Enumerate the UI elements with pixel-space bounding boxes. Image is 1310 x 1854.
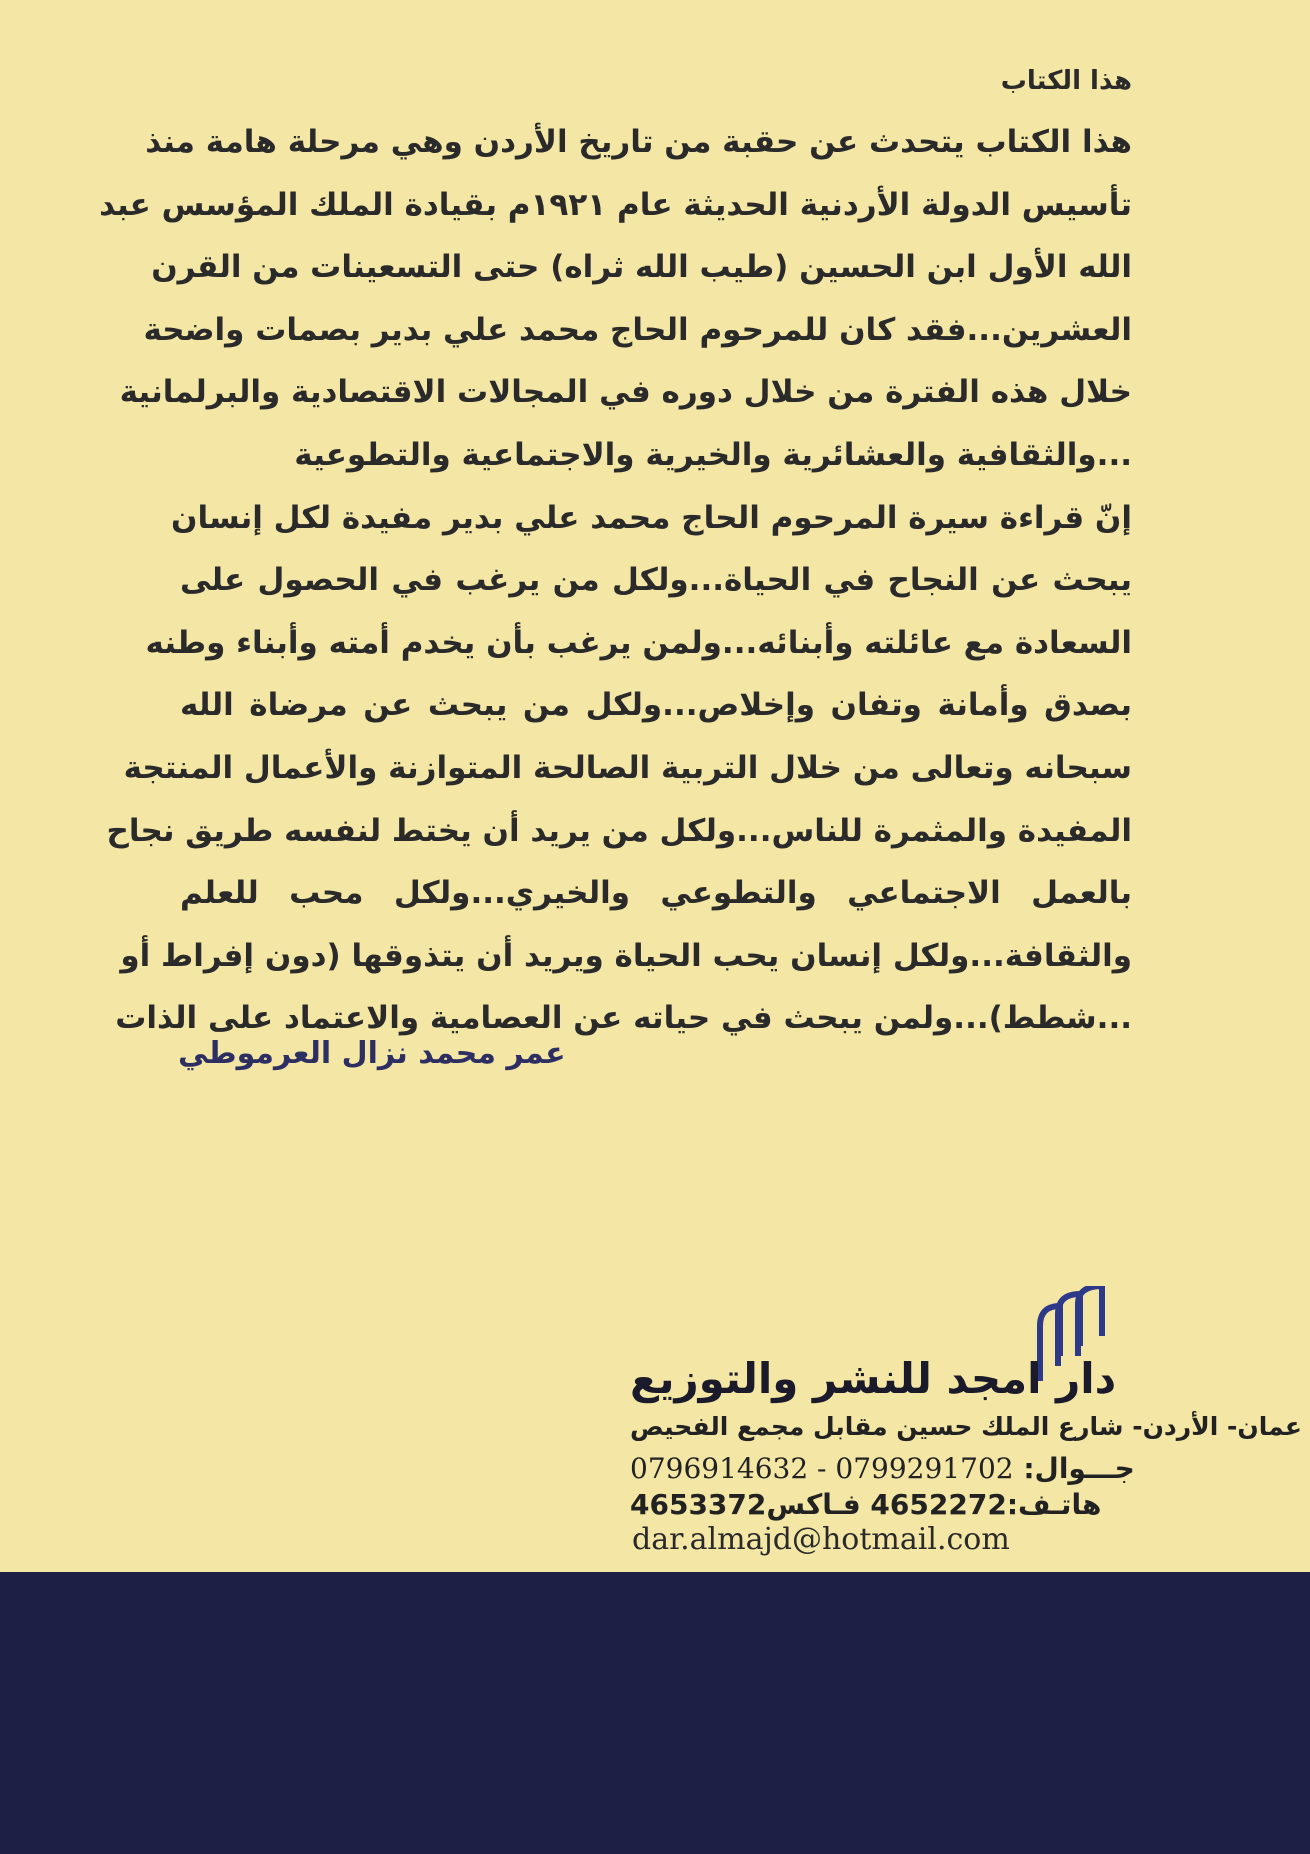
publisher-phone-fax: هاتـف:4652272 فـاكس4653372 <box>630 1488 1102 1521</box>
description-line: والثقافة...ولكل إنسان يحب الحياة ويريد أن يتذوقها (دون إفراط أو <box>120 937 1132 974</box>
publisher-mobile <box>630 1452 1135 1485</box>
description-line: الله الأول ابن الحسين (طيب الله ثراه) حتى التسعينات من القرن <box>151 249 1132 286</box>
description-line: ...والثقافية والعشائرية والخيرية والاجتماعية والتطوعية <box>294 437 1132 473</box>
publisher-address: عمان- الأردن- شارع الملك حسين مقابل مجمع الفحيص <box>630 1412 1302 1441</box>
description-line: بصدق وأمانة وتفان وإخلاص...ولكل من يبحث عن مرضاة الله <box>180 687 1132 724</box>
description-line: بالعمل الاجتماعي والتطوعي والخيري...ولكل محب للعلم <box>180 875 1132 912</box>
publisher-name: دار امجد للنشر والتوزيع <box>630 1354 1117 1403</box>
description-line: خلال هذه الفترة من خلال دوره في المجالات الاقتصادية والبرلمانية <box>119 374 1132 411</box>
description-line: يبحث عن النجاح في الحياة...ولكل من يرغب في الحصول على <box>180 562 1132 599</box>
description-line: سبحانه وتعالى من خلال التربية الصالحة المتوازنة والأعمال المنتجة <box>123 750 1132 786</box>
author-name: عمر محمد نزال العرموطي <box>178 1036 566 1071</box>
section-heading: هذا الكتاب <box>1000 66 1132 96</box>
description-line: المفيدة والمثمرة للناس...ولكل من يريد أن يختط لنفسه طريق نجاح <box>106 812 1132 849</box>
description-line: العشرين...فقد كان للمرحوم الحاج محمد علي بدير بصمات واضحة <box>143 311 1132 348</box>
publisher-email: dar.almajd@hotmail.com <box>632 1522 1010 1557</box>
description-line: هذا الكتاب يتحدث عن حقبة من تاريخ الأردن وهي مرحلة هامة منذ <box>145 124 1132 160</box>
description-line: السعادة مع عائلته وأبنائه...ولمن يرغب بأن يخدم أمته وأبناء وطنه <box>145 624 1132 661</box>
description-line: ...شطط)...ولمن يبحث في حياته عن العصامية والاعتماد على الذات <box>115 1000 1132 1037</box>
description-line: تأسيس الدولة الأردنية الحديثة عام ١٩٢١م بقيادة الملك المؤسس عبد <box>99 186 1132 223</box>
description-line: إنّ قراءة سيرة المرحوم الحاج محمد علي بدير مفيدة لكل إنسان <box>170 499 1132 536</box>
mobile-label: جـــوال: <box>1023 1452 1135 1485</box>
mobile-numbers: 0799291702 - 0796914632 <box>630 1452 1014 1485</box>
bottom-band <box>0 1572 1310 1854</box>
